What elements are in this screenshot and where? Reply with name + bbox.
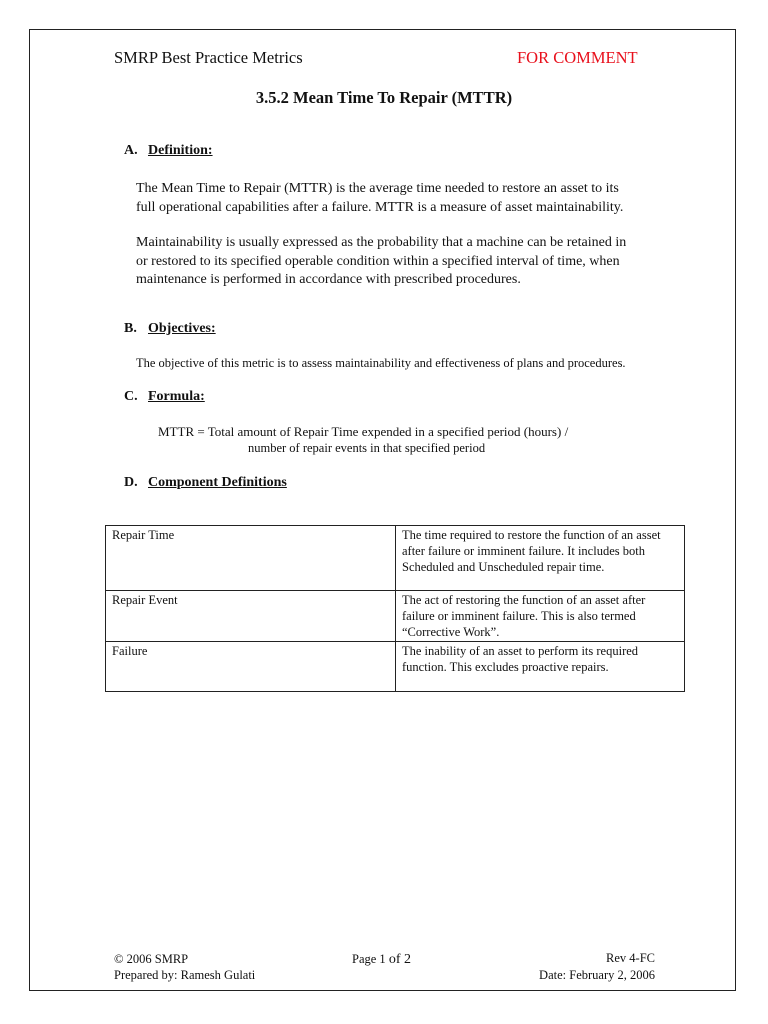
- footer-page-number: [352, 952, 411, 968]
- footer-date: Date: February 2, 2006: [539, 968, 655, 982]
- formula-line-1: MTTR = Total amount of Repair Time expended in a specified period (hours) /: [158, 424, 569, 439]
- section-d-title: Component Definitions: [148, 475, 287, 490]
- objectives-text: The objective of this metric is to assess maintainability and effectiveness of plans and procedures.: [136, 356, 626, 370]
- text-line: or restored to its specified operable condition within a specified interval of time, when: [136, 253, 620, 269]
- section-b-heading: [124, 321, 216, 337]
- definition-cell: The act of restoring the function of an asset after failure or imminent failure. This is also termed “Corrective Work”.: [396, 591, 685, 642]
- section-c-heading: [124, 389, 205, 405]
- definition-paragraph-1: [136, 180, 623, 217]
- term-cell: Repair Event: [106, 591, 396, 642]
- section-a-title: Definition:: [148, 143, 213, 158]
- text-line: The Mean Time to Repair (MTTR) is the average time needed to restore an asset to its: [136, 181, 619, 196]
- section-c-letter: C.: [124, 389, 138, 404]
- section-b-title: Objectives:: [148, 321, 216, 336]
- footer-prepared-by: Prepared by: Ramesh Gulati: [114, 968, 256, 982]
- page-prefix: Page 1: [352, 952, 386, 966]
- page-title: 3.5.2 Mean Time To Repair (MTTR): [255, 88, 513, 107]
- definition-paragraph-2: [136, 234, 626, 290]
- section-a-heading: [124, 143, 213, 159]
- page-border: [29, 29, 736, 991]
- definition-cell: The time required to restore the function of an asset after failure or imminent failure. It includes both Scheduled and Unscheduled repair time.: [396, 526, 685, 591]
- text-line: maintenance is performed in accordance with prescribed procedures.: [136, 272, 521, 287]
- footer-copyright: © 2006 SMRP: [114, 952, 189, 966]
- table-row: [106, 591, 685, 642]
- formula-line-2: number of repair events in that specified period: [248, 441, 486, 455]
- text-line: full operational capabilities after a failure. MTTR is a measure of asset maintainability.: [136, 199, 624, 215]
- page-suffix: of 2: [388, 952, 411, 967]
- header-left: SMRP Best Practice Metrics: [114, 48, 303, 67]
- section-a-letter: A.: [124, 143, 138, 158]
- section-b-letter: B.: [124, 321, 137, 336]
- term-cell: Failure: [106, 642, 396, 692]
- section-d-heading: [124, 475, 287, 491]
- footer-revision: Rev 4-FC: [606, 951, 655, 965]
- definition-cell: The inability of an asset to perform its required function. This excludes proactive repairs.: [396, 642, 685, 692]
- table-row: [106, 642, 685, 692]
- term-cell: Repair Time: [106, 526, 396, 591]
- table-row: [106, 526, 685, 591]
- text-line: Maintainability is usually expressed as the probability that a machine can be retained in: [136, 235, 627, 250]
- section-c-title: Formula:: [148, 389, 205, 404]
- component-definitions-table: [105, 525, 685, 692]
- section-d-letter: D.: [124, 475, 138, 490]
- header-right: FOR COMMENT: [517, 48, 638, 67]
